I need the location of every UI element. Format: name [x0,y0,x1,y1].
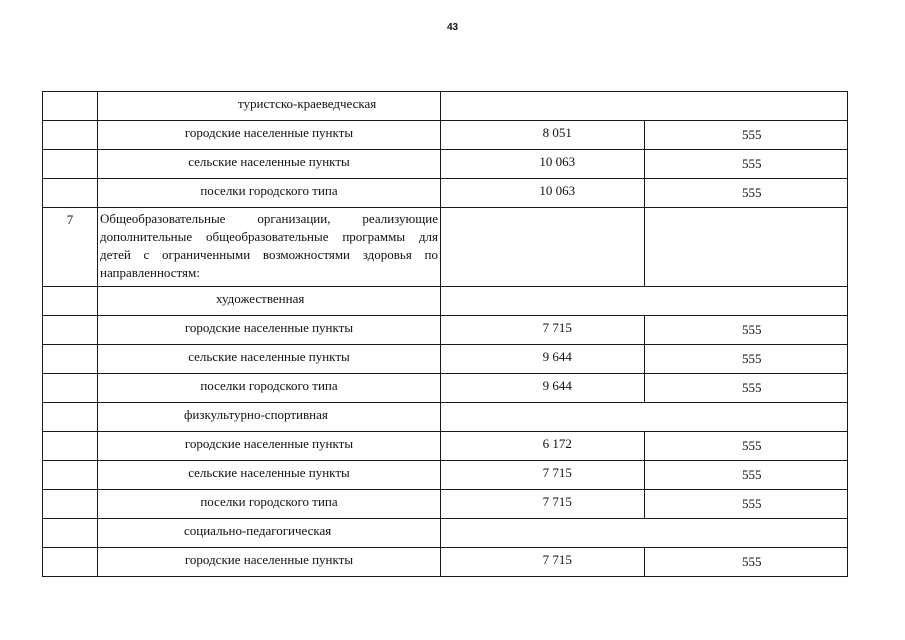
value-cell-2 [644,490,848,519]
value-1: 7 715 [542,494,572,509]
row-number-cell [43,432,98,461]
table-row [43,345,848,374]
row-number-cell [43,548,98,577]
row-number [43,92,97,96]
value-1: 7 715 [542,465,572,480]
value-1: 8 051 [542,125,572,140]
row-number-cell [43,519,98,548]
direction-heading-cell [98,403,441,432]
table-section-row [43,92,848,121]
row-number [43,287,97,291]
page-number: 43 [446,22,459,33]
value-2: 555 [742,554,762,569]
settlement-type: городские населенные пункты [184,125,354,140]
table-section-row [43,403,848,432]
table-row [43,548,848,577]
direction-heading: художественная [216,291,305,306]
row-number-cell [43,150,98,179]
settlement-type-cell [98,548,441,577]
table-category-row [43,208,848,287]
settlement-type: сельские населенные пункты [188,349,350,364]
direction-heading-cell [98,92,441,121]
value-cell-2 [644,316,848,345]
row-number [43,179,97,183]
row-number-cell [43,374,98,403]
value-cell-1 [441,548,645,577]
table-section-row [43,287,848,316]
table-row [43,432,848,461]
table-row [43,121,848,150]
row-number-cell [43,121,98,150]
direction-heading-cell [98,519,441,548]
value-1: 10 063 [539,154,576,169]
category-name: Общеобразовательные организации, реализующие дополнительные общеобразовательные программы для детей с ограниченными возможностями здоровья по направленностям: [100,211,438,280]
value-1: 7 715 [542,552,572,567]
settlement-type-cell [98,490,441,519]
empty-value-cell [441,519,848,548]
settlement-type-cell [98,179,441,208]
empty-value-cell [441,403,848,432]
value-cell-2 [644,374,848,403]
settlement-type: городские населенные пункты [184,552,354,567]
row-number [43,461,97,465]
direction-heading: физкультурно-спортивная [184,407,328,422]
row-number-cell [43,403,98,432]
row-number [43,432,97,436]
row-number [43,519,97,523]
table-row [43,316,848,345]
value-1: 6 172 [542,436,572,451]
row-number [43,316,97,320]
value-cell-1 [441,150,645,179]
value-cell-1 [441,121,645,150]
value-cell-2 [644,150,848,179]
settlement-type-cell [98,316,441,345]
value-2: 555 [742,380,762,395]
funding-table [42,91,848,577]
table-row [43,374,848,403]
value-cell-2 [644,121,848,150]
value-cell-2 [644,179,848,208]
settlement-type-cell [98,150,441,179]
settlement-type: сельские населенные пункты [188,465,350,480]
table-row [43,179,848,208]
table-row [43,490,848,519]
row-number-cell [43,345,98,374]
settlement-type-cell [98,461,441,490]
value-2: 555 [742,156,762,171]
settlement-type-cell [98,121,441,150]
document-table-container [42,91,848,577]
settlement-type-cell [98,345,441,374]
row-number-cell [43,179,98,208]
value-cell-2 [644,432,848,461]
settlement-type: городские населенные пункты [184,436,354,451]
value-1: 10 063 [539,183,576,198]
value-2: 555 [742,438,762,453]
row-number [43,150,97,154]
value-2: 555 [742,467,762,482]
settlement-type-cell [98,432,441,461]
row-number [43,403,97,407]
row-number-cell [43,490,98,519]
row-number-cell [43,316,98,345]
settlement-type-cell [98,374,441,403]
row-number [43,490,97,494]
value-cell-1 [441,374,645,403]
value-1: 9 644 [542,349,572,364]
value-cell-1 [441,316,645,345]
value-cell-1 [441,179,645,208]
row-number-cell [43,287,98,316]
settlement-type: поселки городского типа [200,494,338,509]
value-2: 555 [742,185,762,200]
value-cell-1 [441,208,645,287]
value-cell-1 [441,461,645,490]
table-section-row [43,519,848,548]
value-cell-2 [644,548,848,577]
value-cell-1 [441,345,645,374]
row-number [43,345,97,349]
table-row [43,461,848,490]
value-2: 555 [742,351,762,366]
empty-value-cell [441,287,848,316]
value-1: 9 644 [542,378,572,393]
settlement-type: городские населенные пункты [184,320,354,335]
table-body [43,92,848,577]
value-1: 7 715 [542,320,572,335]
value-cell-1 [441,432,645,461]
direction-heading-cell [98,287,441,316]
value-cell-1 [441,490,645,519]
value-2: 555 [742,496,762,511]
row-number [43,548,97,552]
settlement-type: поселки городского типа [200,183,338,198]
category-name-cell [98,208,441,287]
row-number-cell [43,461,98,490]
row-number-cell [43,208,98,287]
value-cell-2 [644,345,848,374]
direction-heading: туристско-краеведческая [238,96,377,111]
row-number: 7 [66,212,74,227]
value-2: 555 [742,127,762,142]
row-number [43,121,97,125]
empty-value-cell [441,92,848,121]
settlement-type: поселки городского типа [200,378,338,393]
table-row [43,150,848,179]
direction-heading: социально-педагогическая [184,523,332,538]
row-number-cell [43,92,98,121]
value-2: 555 [742,322,762,337]
value-cell-2 [644,461,848,490]
row-number [43,374,97,378]
settlement-type: сельские населенные пункты [188,154,350,169]
value-cell-2 [644,208,848,287]
